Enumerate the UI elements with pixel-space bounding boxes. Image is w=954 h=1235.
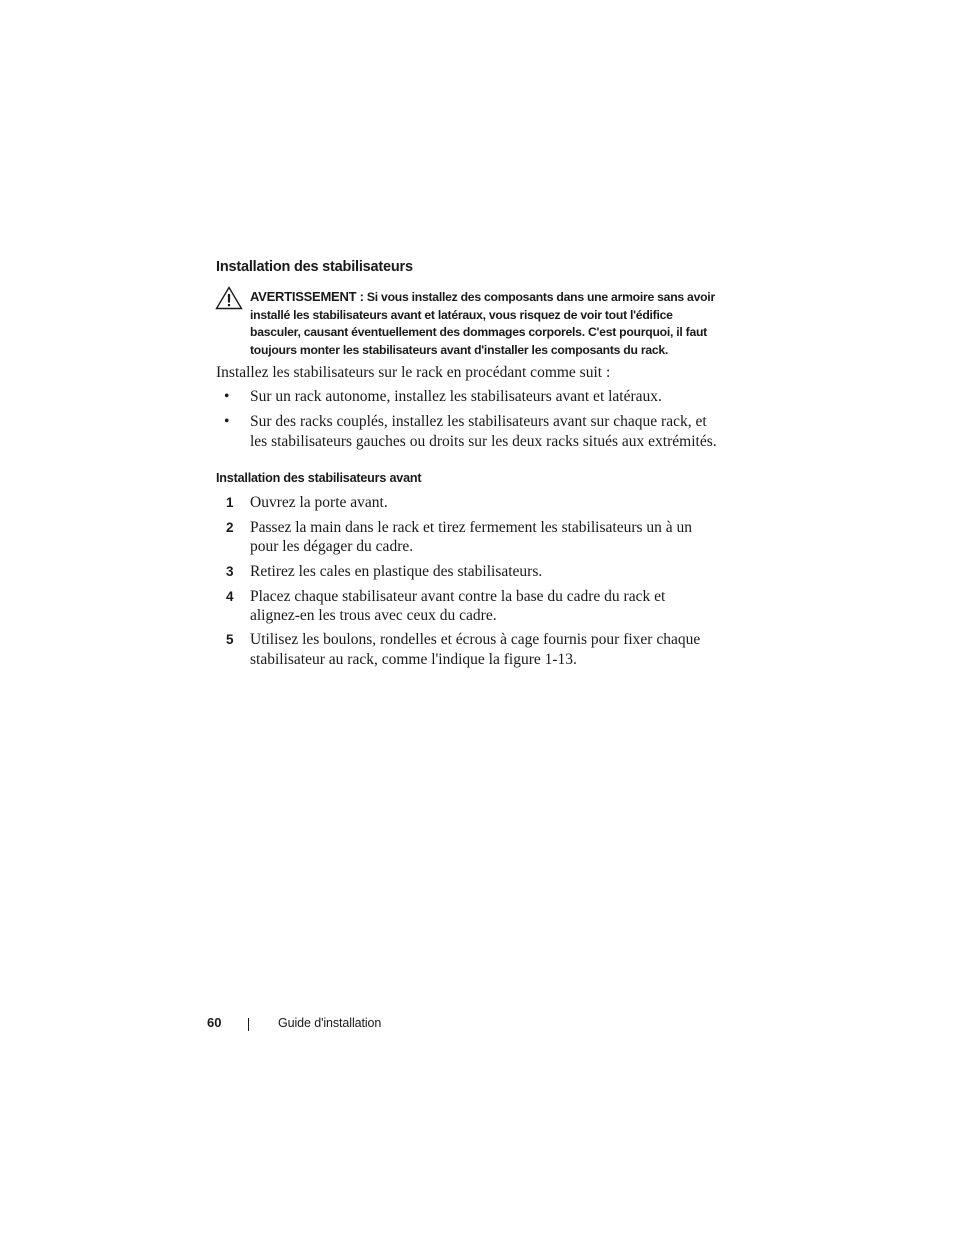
list-item: Sur un rack autonome, installez les stabilisateurs avant et latéraux. [250,388,662,405]
warning-label: AVERTISSEMENT : [250,289,364,304]
step-number: 5 [226,632,234,647]
footer-separator [248,1018,249,1031]
step-number: 2 [226,520,234,535]
subsection-heading: Installation des stabilisateurs avant [216,471,422,485]
step-text: Passez la main dans le rack et tirez fermement les stabilisateurs un à un [250,519,693,536]
list-item-continuation: les stabilisateurs gauches ou droits sur les deux racks situés aux extrémités. [250,433,717,450]
warning-triangle-icon [215,286,243,310]
intro-paragraph: Installez les stabilisateurs sur le rack en procédant comme suit : [216,364,611,381]
step-number: 3 [226,564,234,579]
footer-document-title: Guide d'installation [278,1016,382,1030]
step-text-continuation: stabilisateur au rack, comme l'indique la figure 1-13. [250,651,577,668]
step-number: 4 [226,589,234,604]
section-heading: Installation des stabilisateurs [216,259,413,275]
warning-note [250,288,725,359]
step-text: Retirez les cales en plastique des stabilisateurs. [250,563,543,580]
step-text: Ouvrez la porte avant. [250,494,388,511]
step-text-continuation: pour les dégager du cadre. [250,538,414,555]
page-number: 60 [207,1015,222,1030]
bullet-marker: • [224,388,230,405]
step-text-continuation: alignez-en les trous avec ceux du cadre. [250,607,497,624]
step-text: Placez chaque stabilisateur avant contre la base du cadre du rack et [250,588,666,605]
step-text: Utilisez les boulons, rondelles et écrous à cage fournis pour fixer chaque [250,631,701,648]
warning-body: Si vous installez des composants dans une armoire sans avoir installé les stabilisateurs avant et latéraux, vous risquez de voir tout l'édifice basculer, causant éventuellement des dommages corporels. C'est pourquoi, il faut toujours monter les stabilisateurs avant d'installer les composants du rack. [250,290,715,357]
list-item: Sur des racks couplés, installez les stabilisateurs avant sur chaque rack, et [250,413,707,430]
bullet-marker: • [224,413,230,430]
step-number: 1 [226,495,234,510]
